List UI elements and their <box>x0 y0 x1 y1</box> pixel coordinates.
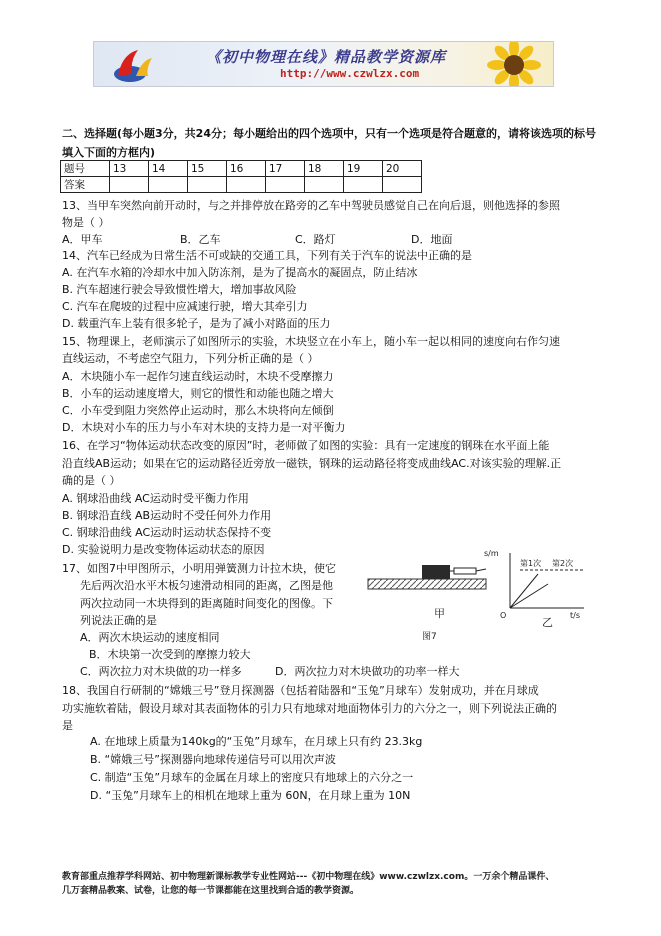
q18-stem: 功实施软着陆，假设月球对其表面物体的引力只有地球对地面物体引力的六分之一，则下列说法正确的 <box>62 702 557 715</box>
q17-option-d: D．两次拉力对木块做功的功率一样大 <box>275 665 460 678</box>
q17-option-a: A．两次木块运动的速度相同 <box>80 631 220 644</box>
q16-option-b: B. 钢球沿直线 AB运动时不受任何外力作用 <box>62 509 272 522</box>
answer-cell[interactable] <box>110 177 149 193</box>
graph-line-first <box>510 574 538 608</box>
q18-option-d: D. “玉兔”月球车上的相机在地球上重为 60N，在月球上重为 10N <box>90 789 411 802</box>
wooden-board <box>368 579 486 589</box>
table-cell: 15 <box>188 161 227 177</box>
q14-option-d: D. 载重汽车上装有很多轮子，是为了减小对路面的压力 <box>62 317 331 330</box>
figure-7-graph <box>480 548 590 628</box>
section-heading: 二、选择题(每小题3分，共24分；每小题给出的四个选项中，只有一个选项是符合题意的，请将该选项的标号填入下面的方框内) <box>62 127 596 159</box>
table-cell: 19 <box>344 161 383 177</box>
q16-stem: 沿直线AB运动；如果在它的运动路径近旁放一磁铁，钢珠的运动路径将变成曲线AC.对该实验的理解.正 <box>62 457 562 470</box>
q16-stem: 16、在学习“物体运动状态改变的原因”时，老师做了如图的实验：具有一定速度的钢珠在水平面上能 <box>62 439 550 452</box>
table-row <box>61 177 422 193</box>
figure-label-yi: 乙 <box>542 616 553 628</box>
q15-option-d: D．木块对小车的压力与小车对木块的支持力是一对平衡力 <box>62 421 346 434</box>
q13-stem: 物是（ ） <box>62 216 110 229</box>
q17-option-b: B．木块第一次受到的摩擦力较大 <box>89 648 251 661</box>
answer-table <box>60 160 422 193</box>
q14-option-c: C. 汽车在爬坡的过程中应减速行驶，增大其牵引力 <box>62 300 308 313</box>
q17-stem: 先后两次沿水平木板匀速滑动相同的距离，乙图是他 <box>80 579 333 592</box>
q18-stem: 是 <box>62 719 73 732</box>
q18-option-a: A. 在地球上质量为140kg的“玉兔”月球车，在月球上只有约 23.3kg <box>90 735 423 748</box>
table-row <box>61 161 422 177</box>
q14-stem: 14、汽车已经成为日常生活不可或缺的交通工具，下列有关于汽车的说法中正确的是 <box>62 249 472 262</box>
q15-option-b: B．小车的运动速度增大，则它的惯性和动能也随之增大 <box>62 387 334 400</box>
q15-option-a: A．木块随小车一起作匀速直线运动时，木块不受摩擦力 <box>62 370 334 383</box>
q17-stem: 17、如图7中甲图所示，小明用弹簧测力计拉木块，使它 <box>62 562 336 575</box>
footer-line: 几万套精品教案、试卷，让您的每一节课都能在这里找到合适的教学资源。 <box>62 886 360 896</box>
q13-stem: 13、当甲车突然向前开动时，与之并排停放在路旁的乙车中驾驶员感觉自己在向后退，则他选择的参照 <box>62 199 560 212</box>
q15-option-c: C．小车受到阻力突然停止运动时，那么木块将向左倾倒 <box>62 404 334 417</box>
answer-cell[interactable] <box>344 177 383 193</box>
q15-stem: 直线运动，不考虑空气阻力，下列分析正确的是（ ） <box>62 352 319 365</box>
q13-option-c: C．路灯 <box>295 233 336 246</box>
footer-line: 教育部重点推荐学科网站、初中物理新课标教学专业性网站---《初中物理在线》www.czwlzx.com。一万余个精品课件、 <box>62 872 555 882</box>
table-cell: 14 <box>149 161 188 177</box>
graph-legend-1: 第1次 <box>520 559 542 568</box>
banner-url[interactable]: http://www.czwlzx.com <box>280 67 420 80</box>
q17-stem: 两次拉动同一木块得到的距离随时间变化的图像。下 <box>80 597 333 610</box>
sunflower-icon <box>483 41 545 87</box>
answer-cell[interactable] <box>266 177 305 193</box>
answer-cell[interactable] <box>149 177 188 193</box>
q16-option-d: D. 实验说明力是改变物体运动状态的原因 <box>62 543 265 556</box>
graph-ylabel: s/m <box>484 549 499 558</box>
spring-scale-icon <box>454 568 476 574</box>
q17-option-c: C．两次拉力对木块做的功一样多 <box>80 665 242 678</box>
figure-label-jia: 甲 <box>434 607 445 620</box>
q13-option-b: B．乙车 <box>180 233 221 246</box>
table-cell: 20 <box>383 161 422 177</box>
answer-cell[interactable] <box>305 177 344 193</box>
answer-cell[interactable] <box>383 177 422 193</box>
figure-caption: 图7 <box>422 632 437 642</box>
q17-stem: 列说法正确的是 <box>80 614 157 627</box>
table-cell: 16 <box>227 161 266 177</box>
q16-option-c: C. 钢球沿曲线 AC运动时运动状态保持不变 <box>62 526 272 539</box>
table-cell: 17 <box>266 161 305 177</box>
graph-origin: O <box>500 611 507 620</box>
table-cell: 答案 <box>61 177 110 193</box>
figure-7-apparatus <box>362 557 498 647</box>
page-footer <box>62 870 602 898</box>
q16-stem: 确的是（ ） <box>62 474 121 487</box>
q14-option-b: B. 汽车超速行驶会导致惯性增大，增加事故风险 <box>62 283 297 296</box>
q16-option-a: A. 钢球沿曲线 AC运动时受平衡力作用 <box>62 492 249 505</box>
table-cell: 18 <box>305 161 344 177</box>
q13-option-d: D．地面 <box>411 233 453 246</box>
wooden-block <box>422 565 450 579</box>
header-banner <box>93 41 554 87</box>
table-cell: 13 <box>110 161 149 177</box>
table-cell: 题号 <box>61 161 110 177</box>
q14-option-a: A. 在汽车水箱的冷却水中加入防冻剂，是为了提高水的凝固点，防止结冰 <box>62 266 418 279</box>
graph-xlabel: t/s <box>570 611 580 620</box>
q18-option-b: B. “嫦娥三号”探测器向地球传递信号可以用次声波 <box>90 753 336 766</box>
q15-stem: 15、物理课上，老师演示了如图所示的实验，木块竖立在小车上，随小车一起以相同的速度向右作匀速 <box>62 335 560 348</box>
answer-cell[interactable] <box>227 177 266 193</box>
site-logo-icon <box>112 46 156 84</box>
graph-legend-2: 第2次 <box>552 559 574 568</box>
answer-cell[interactable] <box>188 177 227 193</box>
graph-line-second <box>510 584 548 608</box>
q18-stem: 18、我国自行研制的“嫦娥三号”登月探测器（包括着陆器和“玉兔”月球车）发射成功，并在月球成 <box>62 684 539 697</box>
q13-option-a: A．甲车 <box>62 233 103 246</box>
banner-title: 《初中物理在线》精品教学资源库 <box>206 48 447 66</box>
q18-option-c: C. 制造“玉兔”月球车的金属在月球上的密度只有地球上的六分之一 <box>90 771 414 784</box>
